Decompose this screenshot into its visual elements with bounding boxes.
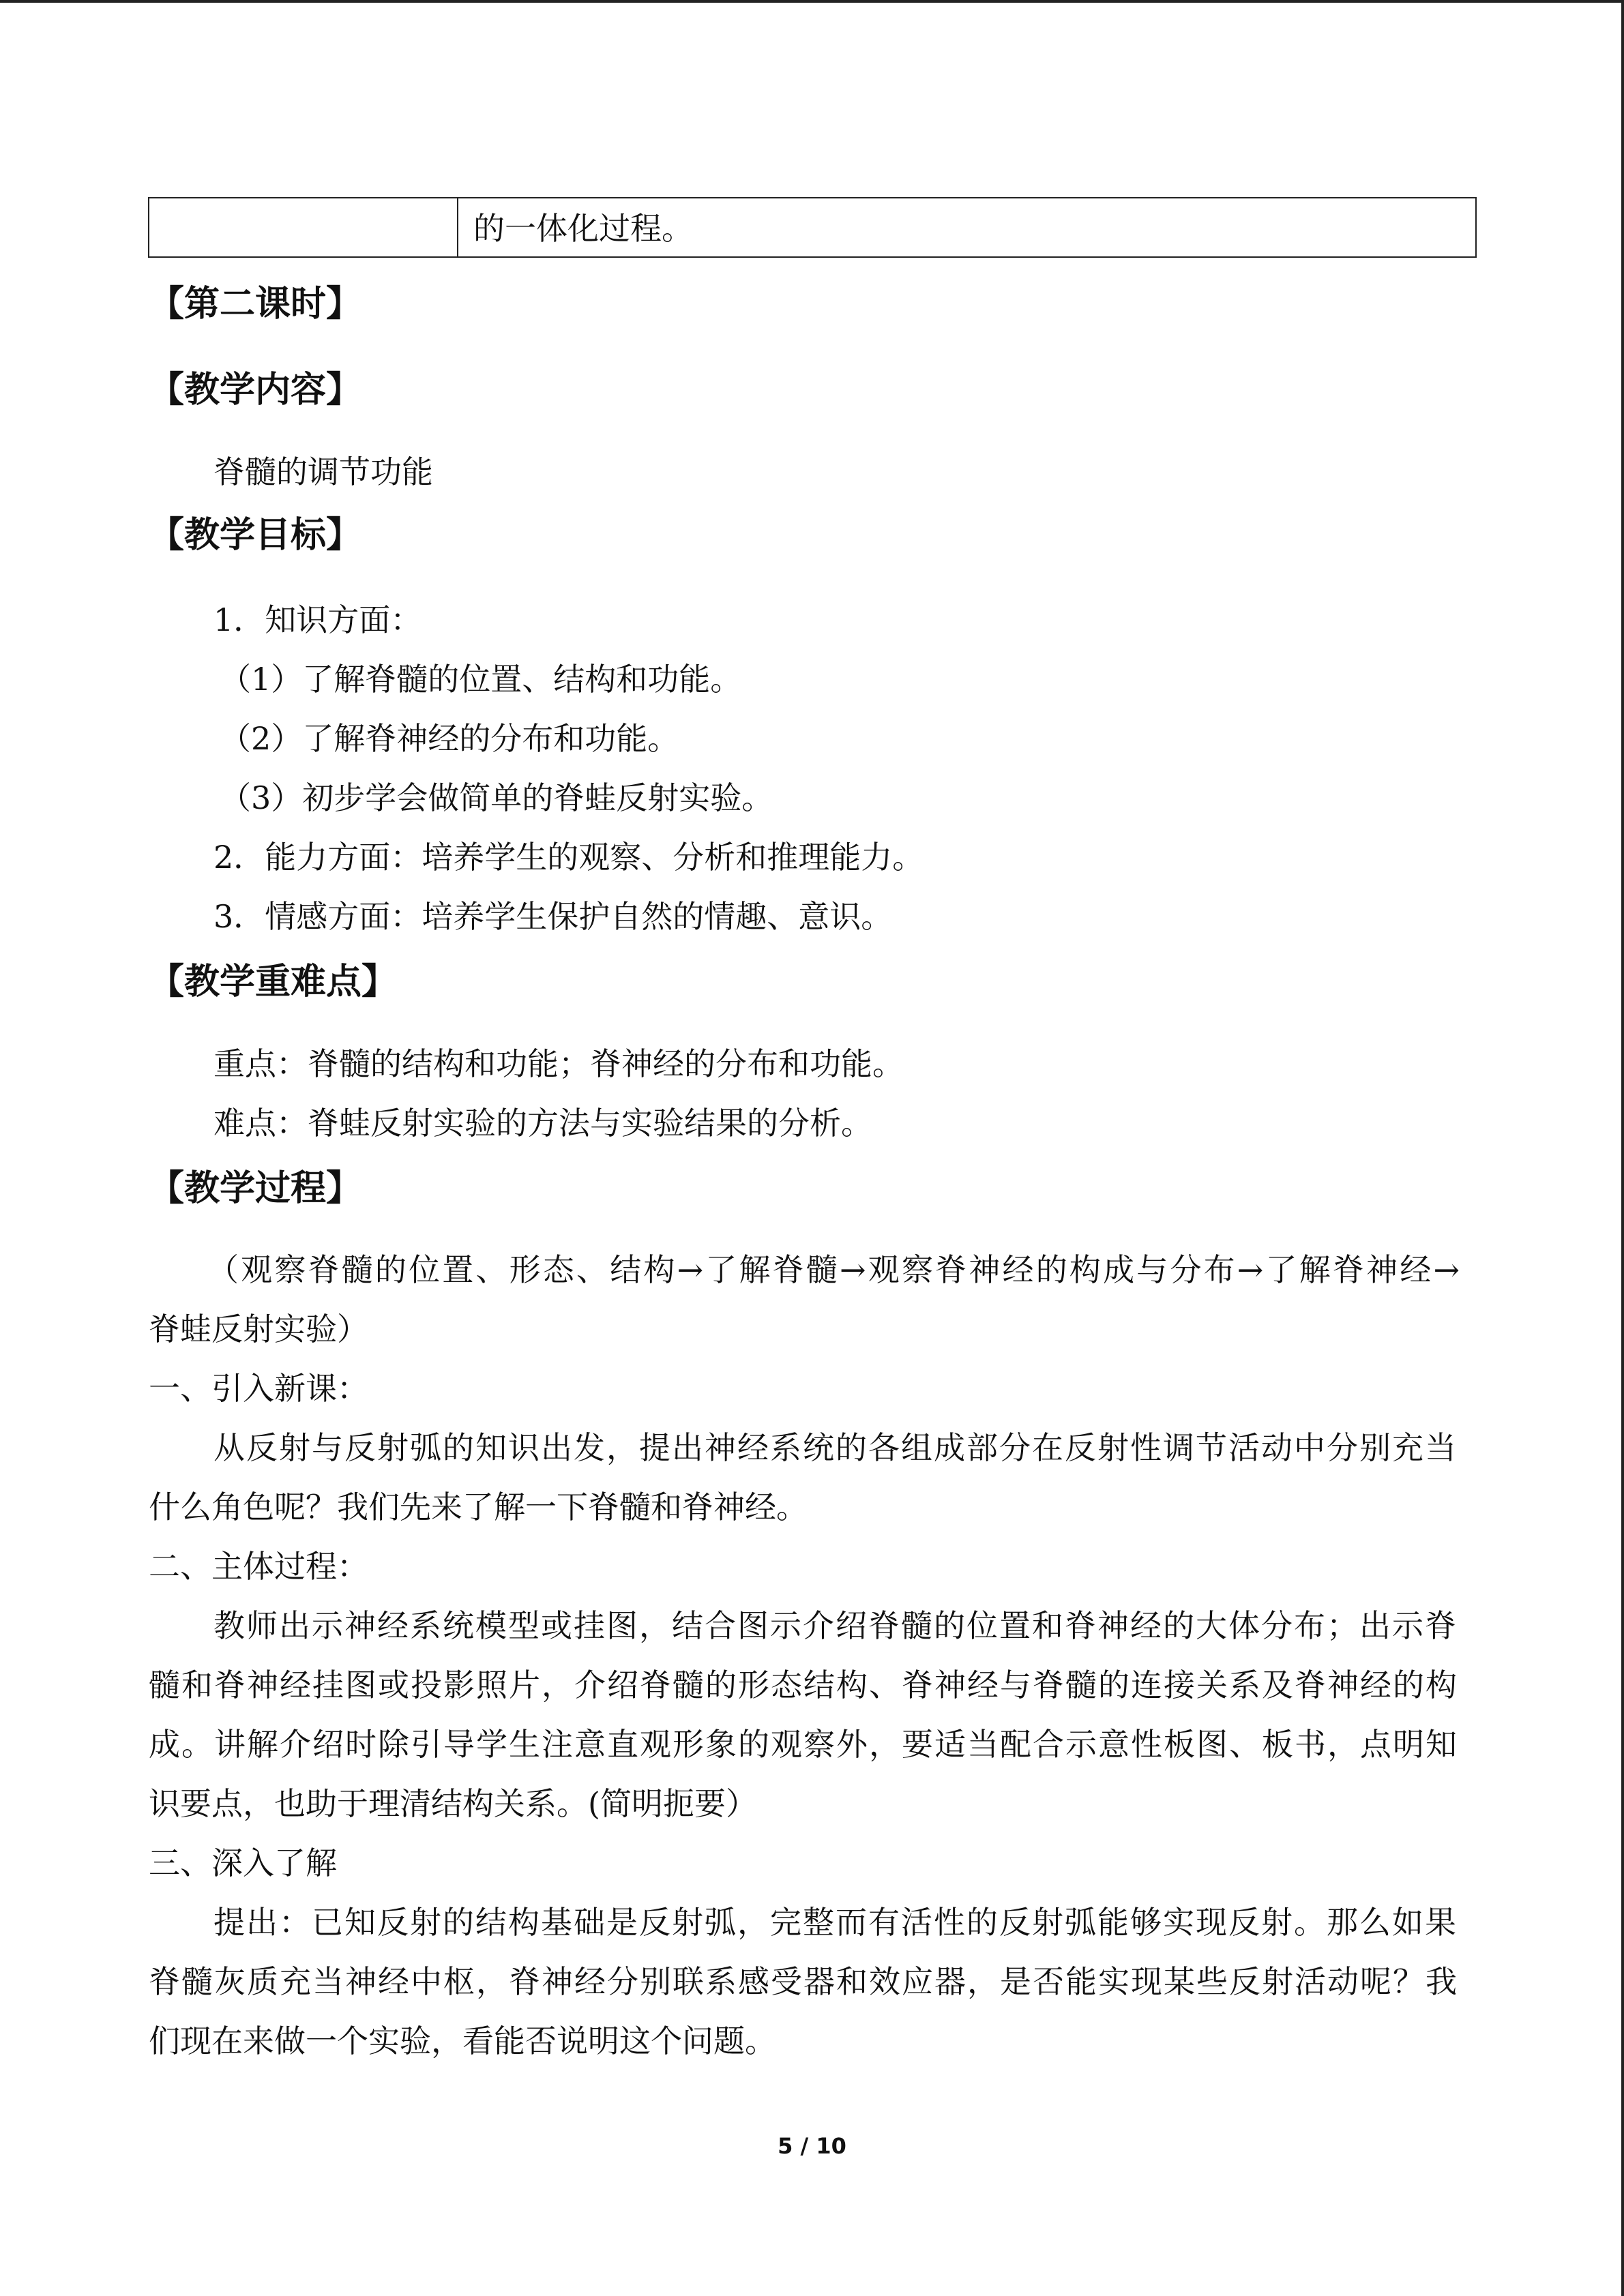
section-1-paragraph-line-2: 什么角色呢？我们先来了解一下脊髓和脊神经。 — [149, 1489, 808, 1525]
section-1-title: 一、引入新课： — [149, 1370, 368, 1407]
heading-process: 【教学过程】 — [149, 1168, 362, 1209]
section-3-paragraph-line-3: 们现在来做一个实验，看能否说明这个问题。 — [149, 2023, 776, 2059]
heading-objectives: 【教学目标】 — [149, 515, 362, 556]
content-topic: 脊髓的调节功能 — [213, 453, 433, 490]
objective-emotion: 3．情感方面：培养学生保护自然的情趣、意识。 — [213, 898, 893, 935]
objective-knowledge-3: （3）初步学会做简单的脊蛙反射实验。 — [220, 779, 773, 816]
heading-key-points: 【教学重难点】 — [149, 961, 398, 1002]
table-cell-right: 的一体化过程。 — [473, 210, 693, 247]
process-flow-line-1: （观察脊髓的位置、形态、结构→了解脊髓→观察脊神经的构成与分布→了解脊神经→ — [207, 1251, 1460, 1288]
section-3-paragraph-line-2: 脊髓灰质充当神经中枢，脊神经分别联系感受器和效应器，是否能实现某些反射活动呢？我 — [149, 1963, 1457, 2000]
section-2-paragraph-line-2: 髓和脊神经挂图或投影照片，介绍脊髓的形态结构、脊神经与脊髓的连接关系及脊神经的构 — [149, 1667, 1457, 1703]
difficult-point: 难点：脊蛙反射实验的方法与实验结果的分析。 — [213, 1105, 872, 1142]
section-2-paragraph-line-1: 教师出示神经系统模型或挂图，结合图示介绍脊髓的位置和脊神经的大体分布；出示脊 — [213, 1607, 1456, 1644]
section-3-title: 三、深入了解 — [149, 1845, 337, 1881]
page-number: 5 / 10 — [778, 2133, 846, 2159]
objective-knowledge-title: 1．知识方面： — [213, 601, 422, 638]
objective-knowledge-1: （1）了解脊髓的位置、结构和功能。 — [220, 661, 742, 698]
section-2-paragraph-line-4: 识要点，也助于理清结构关系。(简明扼要） — [149, 1785, 757, 1822]
table-fragment — [148, 197, 1477, 258]
section-1-paragraph-line-1: 从反射与反射弧的知识出发，提出神经系统的各组成部分在反射性调节活动中分别充当 — [213, 1429, 1456, 1466]
section-3-paragraph-line-1: 提出：已知反射的结构基础是反射弧，完整而有活性的反射弧能够实现反射。那么如果 — [213, 1904, 1456, 1941]
process-flow-line-2: 脊蛙反射实验） — [149, 1311, 368, 1347]
objective-ability: 2．能力方面：培养学生的观察、分析和推理能力。 — [213, 839, 924, 876]
heading-content: 【教学内容】 — [149, 370, 362, 411]
heading-lesson: 【第二课时】 — [149, 284, 362, 325]
section-2-title: 二、主体过程： — [149, 1548, 368, 1585]
page-border-right — [1621, 0, 1624, 2296]
table-cell-left — [149, 198, 458, 256]
key-point: 重点：脊髓的结构和功能；脊神经的分布和功能。 — [213, 1045, 904, 1082]
objective-knowledge-2: （2）了解脊神经的分布和功能。 — [220, 720, 679, 757]
section-2-paragraph-line-3: 成。讲解介绍时除引导学生注意直观形象的观察外，要适当配合示意性板图、板书，点明知 — [149, 1726, 1457, 1763]
page-border-top — [0, 0, 1624, 3]
